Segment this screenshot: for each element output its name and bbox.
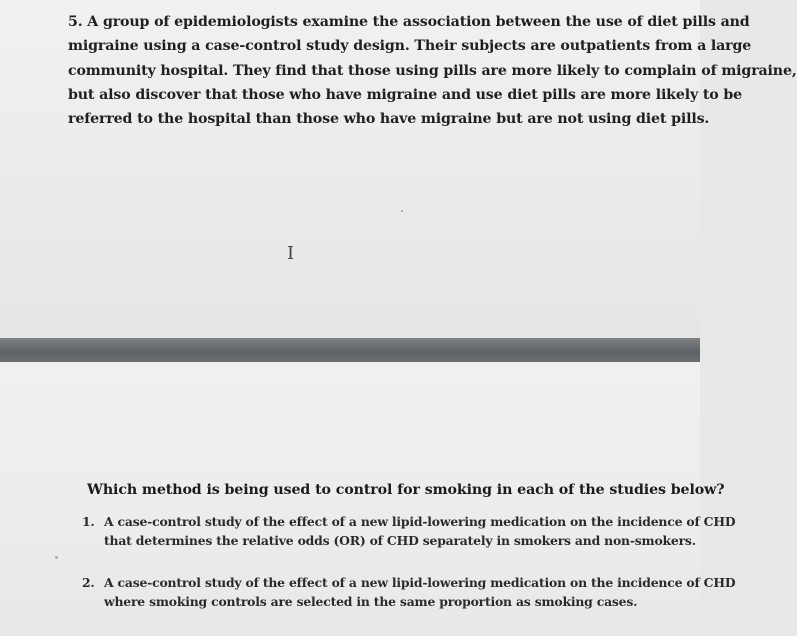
list-item-line: that determines the relative odds (OR) of CHD separately in smokers and non-smokers. xyxy=(104,533,696,548)
page-speck xyxy=(55,556,58,559)
smoking-question-heading: Which method is being used to control for smoking in each of the studies below? xyxy=(87,482,725,498)
list-item-number: 1. xyxy=(82,514,95,529)
list-item-number: 2. xyxy=(82,575,95,590)
question-5-line: 5. A group of epidemiologists examine the association between the use of diet pills and xyxy=(68,14,750,30)
list-item xyxy=(82,512,736,552)
question-5-line: but also discover that those who have migraine and use diet pills are more likely to be xyxy=(68,86,743,103)
list-item-line: A case-control study of the effect of a new lipid-lowering medication on the incidence of CHD xyxy=(104,514,736,529)
page-speck xyxy=(401,210,403,212)
list-item-line: A case-control study of the effect of a new lipid-lowering medication on the incidence of CHD xyxy=(104,575,736,590)
list-item-text xyxy=(104,512,736,550)
list-item-text xyxy=(104,573,736,611)
question-5-line: migraine using a case-control study design. Their subjects are outpatients from a large xyxy=(68,38,752,55)
page-separator xyxy=(0,338,700,362)
list-item-line: where smoking controls are selected in the same proportion as smoking cases. xyxy=(104,594,638,609)
question-5-line: community hospital. They find that those using pills are more likely to complain of migraine, xyxy=(68,62,797,79)
text-cursor-icon: I xyxy=(287,243,295,264)
list-item xyxy=(82,573,736,613)
question-5-paragraph xyxy=(68,10,797,131)
question-5-line: referred to the hospital than those who have migraine but are not using diet pills. xyxy=(68,111,710,128)
